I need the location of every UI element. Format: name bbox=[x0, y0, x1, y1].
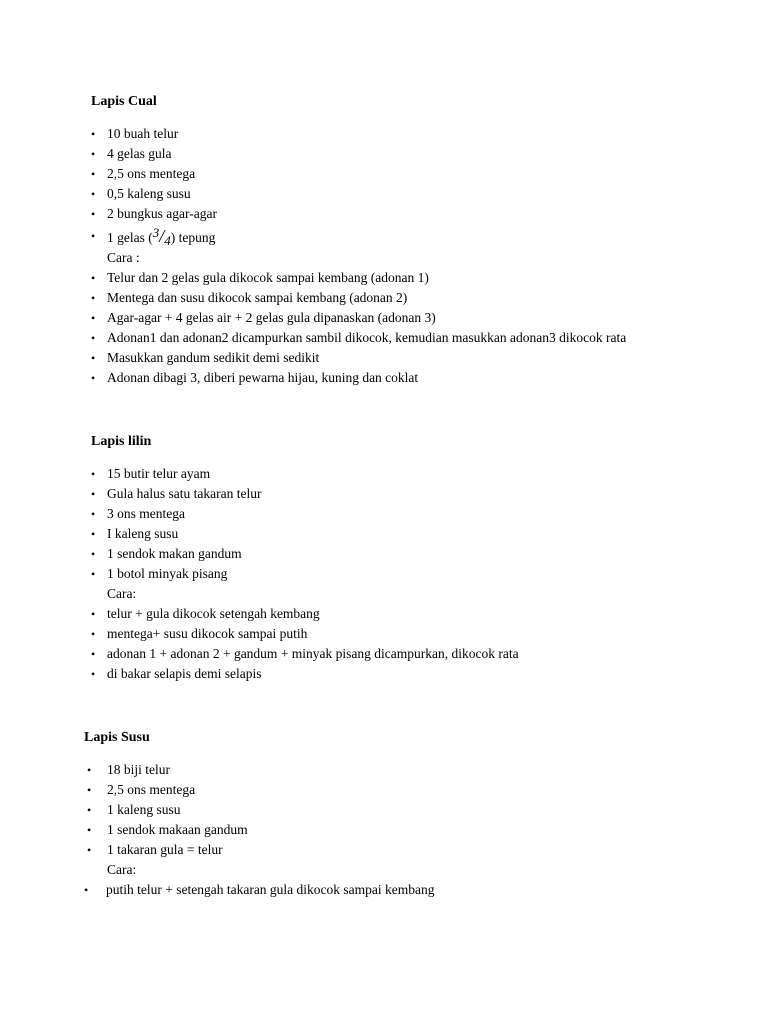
list-item: • Adonan1 dan adonan2 dicampurkan sambil dikocok, kemudian masukkan adonan3 dikocok rata bbox=[91, 328, 751, 348]
step-list bbox=[91, 268, 751, 388]
bullet-icon: • bbox=[91, 187, 96, 201]
bullet-icon: • bbox=[91, 167, 96, 181]
list-item: • Telur dan 2 gelas gula dikocok sampai kembang (adonan 1) bbox=[91, 268, 751, 288]
list-item: • 15 butir telur ayam bbox=[91, 464, 751, 484]
recipe-lapis-susu bbox=[84, 728, 744, 900]
bullet-icon: • bbox=[91, 331, 96, 345]
list-item: • 10 buah telur bbox=[91, 124, 751, 144]
list-item: • Gula halus satu takaran telur bbox=[91, 484, 751, 504]
bullet-icon: • bbox=[91, 467, 96, 481]
ingredient-list bbox=[91, 124, 751, 248]
method-label: Cara: bbox=[107, 586, 137, 601]
method-label: Cara: bbox=[107, 862, 137, 877]
bullet-icon: • bbox=[87, 823, 92, 837]
list-item: • 0,5 kaleng susu bbox=[91, 184, 751, 204]
list-item: • 1 botol minyak pisang bbox=[91, 564, 751, 584]
bullet-icon: • bbox=[91, 647, 96, 661]
bullet-icon: • bbox=[91, 627, 96, 641]
list-item: • 2 bungkus agar-agar bbox=[91, 204, 751, 224]
method-label: Cara : bbox=[107, 250, 140, 265]
ingredient-list bbox=[91, 464, 751, 584]
bullet-icon: • bbox=[84, 883, 89, 897]
list-item: • Mentega dan susu dikocok sampai kembang (adonan 2) bbox=[91, 288, 751, 308]
list-item: • adonan 1 + adonan 2 + gandum + minyak pisang dicampurkan, dikocok rata bbox=[91, 644, 751, 664]
list-item: • di bakar selapis demi selapis bbox=[91, 664, 751, 684]
list-item: • 2,5 ons mentega bbox=[91, 164, 751, 184]
list-item: • 3 ons mentega bbox=[91, 504, 751, 524]
list-item: • mentega+ susu dikocok sampai putih bbox=[91, 624, 751, 644]
bullet-icon: • bbox=[91, 567, 96, 581]
bullet-icon: • bbox=[87, 763, 92, 777]
bullet-icon: • bbox=[91, 527, 96, 541]
bullet-icon: • bbox=[91, 507, 96, 521]
list-item: • Adonan dibagi 3, diberi pewarna hijau, kuning dan coklat bbox=[91, 368, 751, 388]
bullet-icon: • bbox=[91, 127, 96, 141]
list-item: • Agar-agar + 4 gelas air + 2 gelas gula dipanaskan (adonan 3) bbox=[91, 308, 751, 328]
list-item: • 2,5 ons mentega bbox=[87, 780, 744, 800]
list-item: • 18 biji telur bbox=[87, 760, 744, 780]
bullet-icon: • bbox=[91, 667, 96, 681]
bullet-icon: • bbox=[91, 207, 96, 221]
bullet-icon: • bbox=[91, 371, 96, 385]
list-item: • Masukkan gandum sedikit demi sedikit bbox=[91, 348, 751, 368]
bullet-icon: • bbox=[91, 547, 96, 561]
recipe-title: Lapis lilin bbox=[91, 434, 152, 449]
bullet-icon: • bbox=[91, 291, 96, 305]
list-item: • 1 sendok makaan gandum bbox=[87, 820, 744, 840]
list-item: • 1 gelas (3/4) tepung bbox=[91, 225, 216, 248]
bullet-icon: • bbox=[91, 351, 96, 365]
list-item: • 1 kaleng susu bbox=[87, 800, 744, 820]
fraction-slash: / bbox=[159, 226, 165, 246]
recipe-lapis-lilin bbox=[91, 432, 751, 684]
bullet-icon: • bbox=[91, 147, 96, 161]
recipe-title: Lapis Susu bbox=[84, 730, 150, 745]
list-item: • 1 takaran gula = telur bbox=[87, 840, 744, 860]
ingredient-list bbox=[87, 760, 744, 860]
list-item: • putih telur + setengah takaran gula dikocok sampai kembang bbox=[84, 880, 744, 900]
bullet-icon: • bbox=[91, 487, 96, 501]
bullet-icon: • bbox=[87, 783, 92, 797]
bullet-icon: • bbox=[87, 843, 92, 857]
bullet-icon: • bbox=[91, 271, 96, 285]
fraction-denominator: 4 bbox=[164, 233, 171, 248]
list-item: • 4 gelas gula bbox=[91, 144, 751, 164]
recipe-title: Lapis Cual bbox=[91, 94, 157, 109]
list-item: • telur + gula dikocok setengah kembang bbox=[91, 604, 751, 624]
bullet-icon: • bbox=[91, 311, 96, 325]
recipe-lapis-cual bbox=[91, 92, 751, 388]
bullet-icon: • bbox=[91, 607, 96, 621]
fraction-numerator: 3 bbox=[152, 225, 160, 240]
bullet-icon: • bbox=[91, 229, 96, 243]
bullet-icon: • bbox=[87, 803, 92, 817]
list-item: • I kaleng susu bbox=[91, 524, 751, 544]
step-list bbox=[84, 880, 744, 900]
list-item: • 1 sendok makan gandum bbox=[91, 544, 751, 564]
step-list bbox=[91, 604, 751, 684]
